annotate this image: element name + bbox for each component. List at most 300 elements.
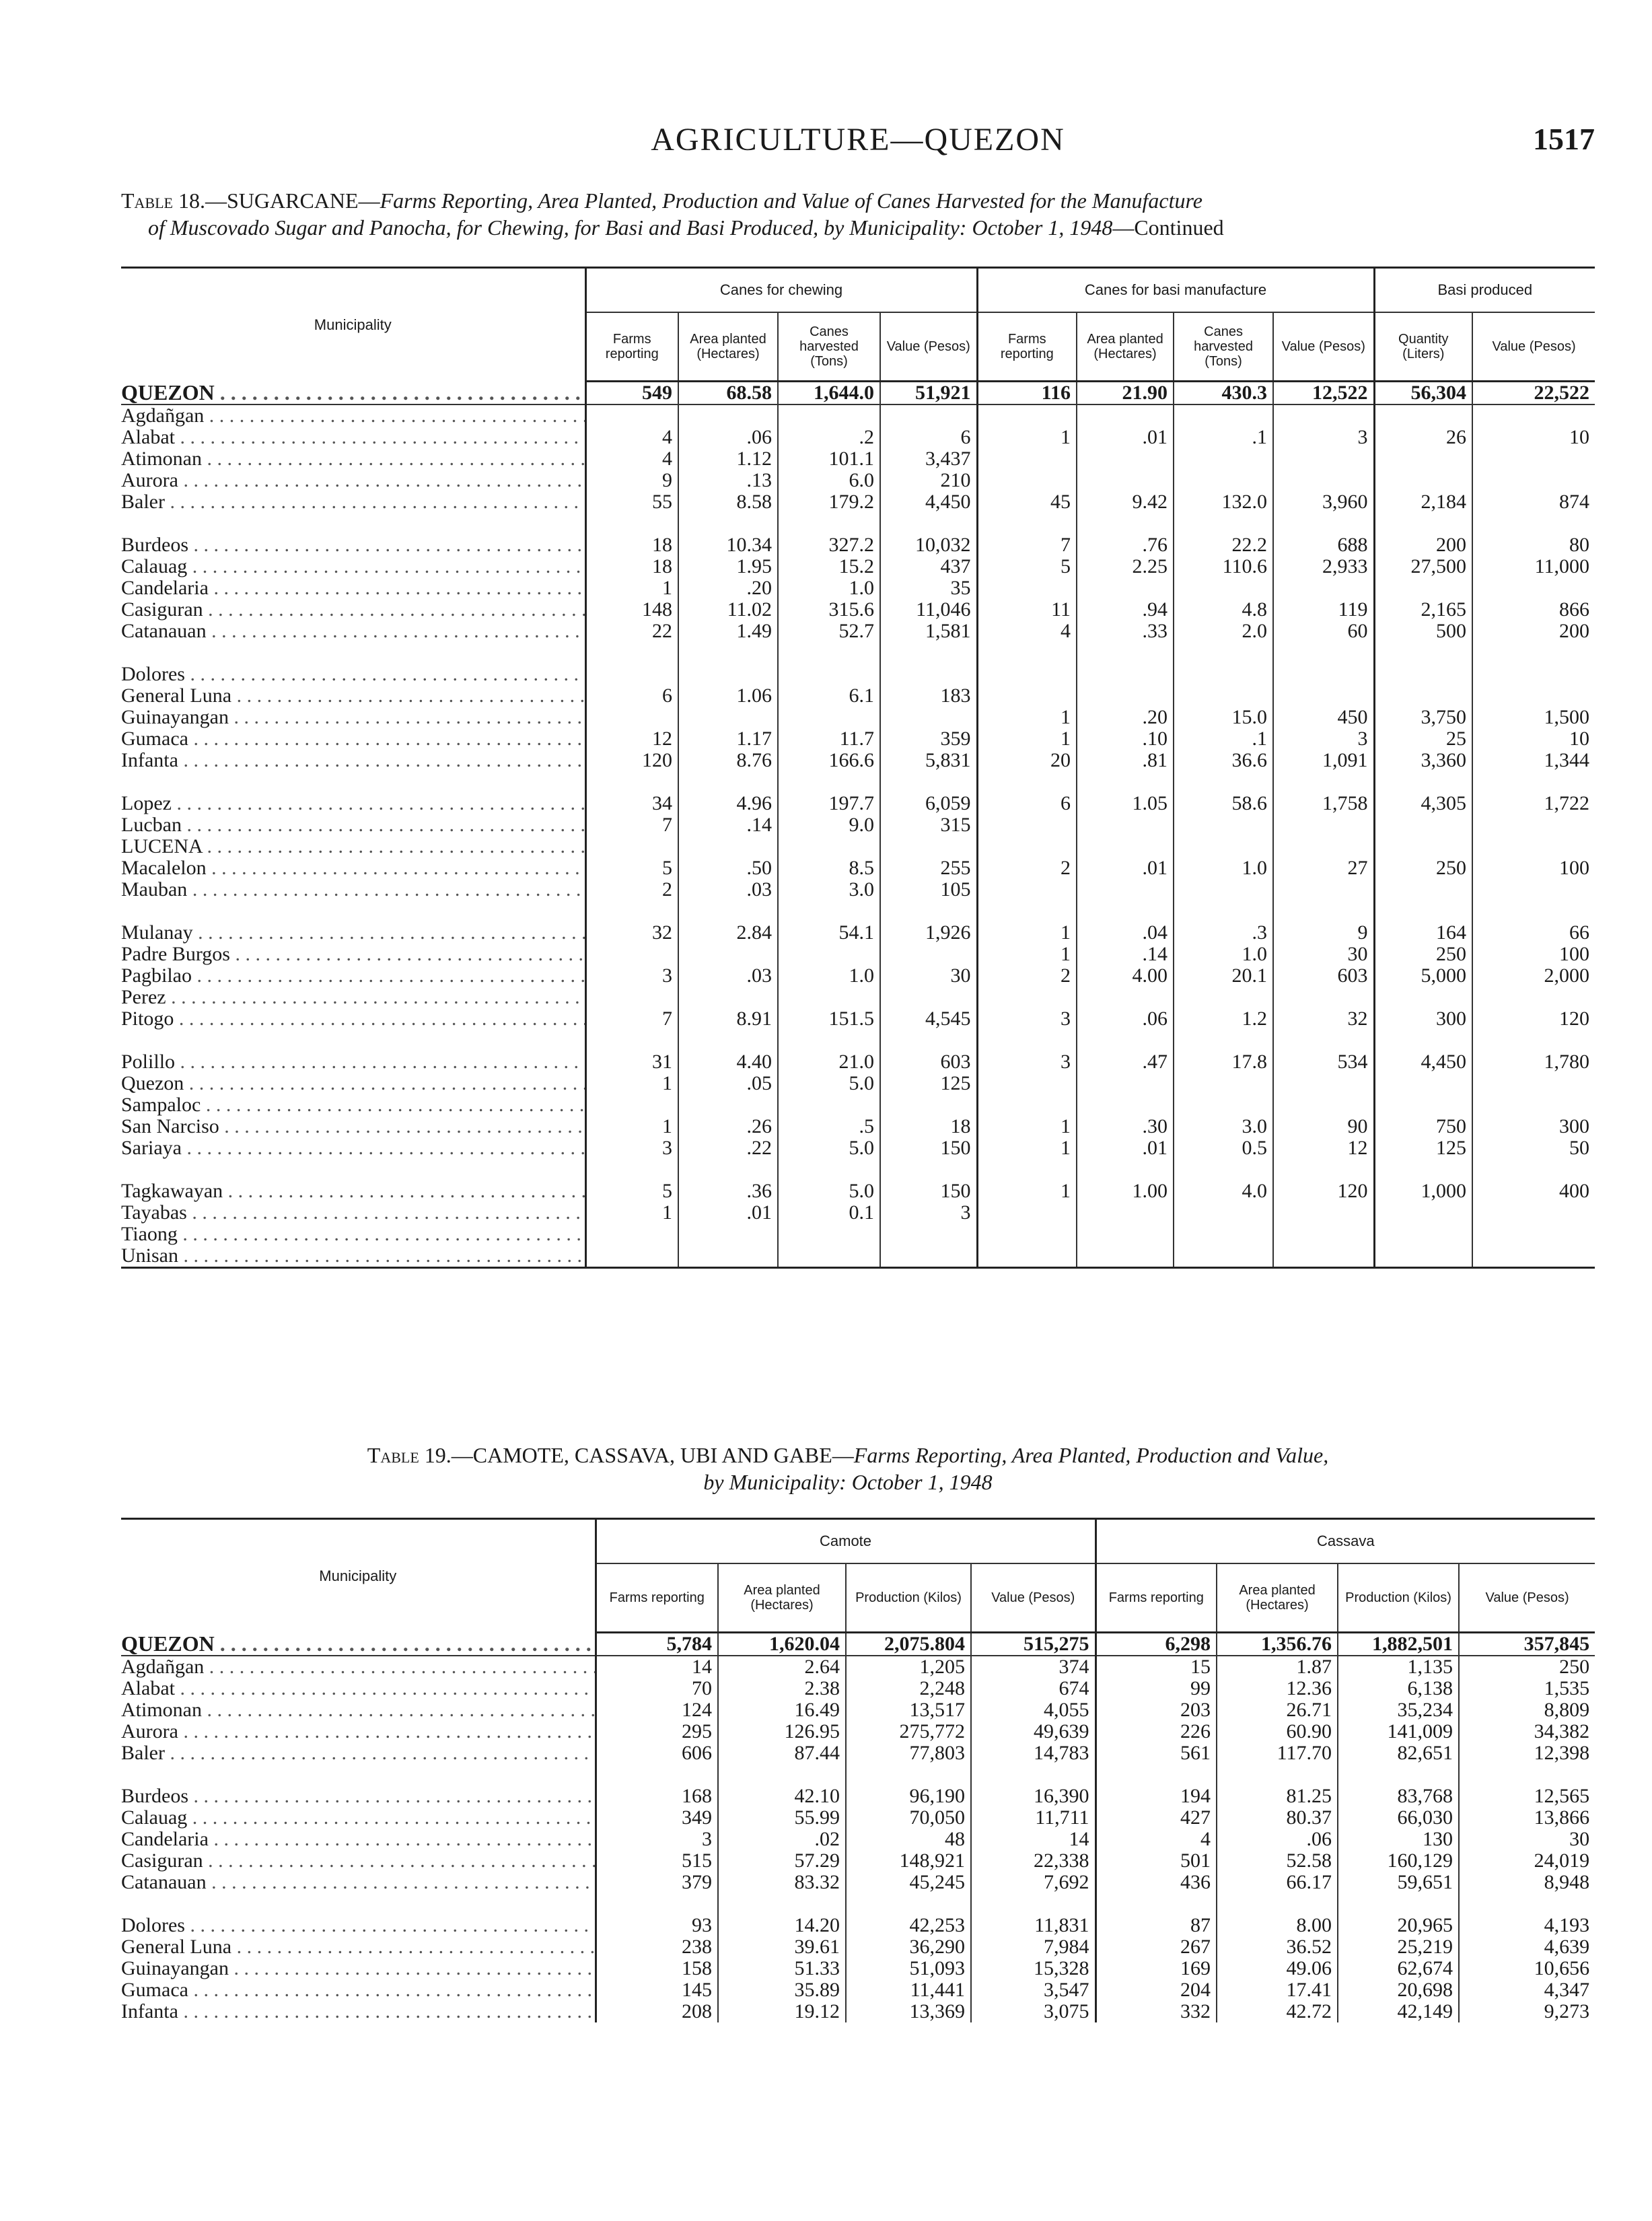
column-header: Area planted (Hectares) — [718, 1563, 846, 1633]
cell-value: 295 — [596, 1721, 718, 1742]
cell-value — [585, 944, 678, 965]
cell-value — [977, 448, 1077, 470]
cell-value — [1374, 1224, 1472, 1245]
municipality-name — [121, 599, 585, 621]
cell-value: 81.25 — [1217, 1786, 1338, 1807]
cell-value: 125 — [1374, 1137, 1472, 1159]
spacer-cell — [1174, 901, 1273, 922]
cell-value: 7 — [585, 814, 678, 836]
cell-value: 4,055 — [971, 1699, 1096, 1721]
municipality-label: LUCENA . . . — [121, 836, 585, 857]
table-19-caption — [121, 1442, 1575, 1495]
spacer-cell — [1374, 771, 1472, 793]
municipality-label: Tayabas . . . — [121, 1202, 585, 1224]
cell-value — [880, 836, 977, 857]
cell-value — [1374, 814, 1472, 836]
spacer-cell — [977, 642, 1077, 664]
table-19-caption-line1: Farms Reporting, Area Planted, Production and Value, — [853, 1443, 1329, 1467]
cell-value: .3 — [1174, 922, 1273, 944]
cell-value — [977, 1073, 1077, 1094]
cell-value: 4.96 — [678, 793, 778, 814]
cell-value: 12 — [1273, 1137, 1374, 1159]
cell-value: 125 — [880, 1073, 977, 1094]
cell-value: 603 — [880, 1051, 977, 1073]
cell-value — [1174, 577, 1273, 599]
table-row — [121, 1224, 1595, 1245]
group-spacer — [121, 1764, 1595, 1786]
municipality-name — [121, 448, 585, 470]
cell-value — [678, 1094, 778, 1116]
cell-value: 3 — [880, 1202, 977, 1224]
cell-value — [1174, 470, 1273, 491]
spacer-cell — [1338, 1764, 1459, 1786]
cell-value — [1374, 1073, 1472, 1094]
cell-value: .14 — [678, 814, 778, 836]
table-row — [121, 1051, 1595, 1073]
cell-value: 1,205 — [846, 1656, 971, 1678]
table-row — [121, 1915, 1595, 1936]
cell-value: 210 — [880, 470, 977, 491]
cell-value: 141,009 — [1338, 1721, 1459, 1742]
cell-value — [678, 987, 778, 1008]
municipality-label: Aurora . . . — [121, 470, 585, 491]
cell-value: 21.90 — [1077, 382, 1174, 405]
cell-value: 10.34 — [678, 534, 778, 556]
spacer-cell — [1472, 642, 1595, 664]
municipality-label: Alabat . . . — [121, 1678, 596, 1699]
cell-value — [678, 944, 778, 965]
municipality-name — [121, 1180, 585, 1202]
municipality-label: Agdañgan . . . — [121, 404, 585, 427]
cell-value: 2 — [977, 965, 1077, 987]
cell-value — [1174, 1073, 1273, 1094]
cell-value: 200 — [1472, 621, 1595, 642]
cell-value: 99 — [1096, 1678, 1217, 1699]
cell-value: 1.00 — [1077, 1180, 1174, 1202]
municipality-name — [121, 577, 585, 599]
cell-value: .33 — [1077, 621, 1174, 642]
municipality-name — [121, 1137, 585, 1159]
municipality-name — [121, 1224, 585, 1245]
cell-value: .26 — [678, 1116, 778, 1137]
cell-value — [1077, 814, 1174, 836]
cell-value: 300 — [1472, 1116, 1595, 1137]
table-row — [121, 1180, 1595, 1202]
cell-value — [1472, 987, 1595, 1008]
cell-value: 26.71 — [1217, 1699, 1338, 1721]
cell-value: 2 — [977, 857, 1077, 879]
group-spacer — [121, 1893, 1595, 1915]
municipality-label: Atimonan . . . — [121, 448, 585, 470]
cell-value — [1077, 1245, 1174, 1268]
municipality-label: Padre Burgos . . . — [121, 944, 585, 965]
cell-value — [1273, 987, 1374, 1008]
table-19-caption-lead: Table 19.—CAMOTE, CASSAVA, UBI AND GABE— — [367, 1443, 854, 1467]
municipality-label: Candelaria . . . — [121, 577, 585, 599]
cell-value: 2.64 — [718, 1656, 846, 1678]
municipality-name — [121, 1872, 596, 1893]
cell-value: 13,369 — [846, 2001, 971, 2022]
municipality-label: Burdeos . . . — [121, 534, 585, 556]
cell-value — [1174, 1224, 1273, 1245]
cell-value: .50 — [678, 857, 778, 879]
cell-value: .20 — [678, 577, 778, 599]
cell-value: 8.58 — [678, 491, 778, 513]
table-row — [121, 1678, 1595, 1699]
spacer-cell — [880, 1030, 977, 1051]
cell-value: 1.17 — [678, 728, 778, 750]
cell-value — [1077, 836, 1174, 857]
spacer-cell — [977, 771, 1077, 793]
cell-value: 10,656 — [1459, 1958, 1595, 1979]
cell-value: 6,059 — [880, 793, 977, 814]
cell-value — [778, 1094, 880, 1116]
cell-value: .06 — [678, 427, 778, 448]
cell-value: 430.3 — [1174, 382, 1273, 405]
cell-value — [678, 1245, 778, 1268]
municipality-name — [121, 1850, 596, 1872]
cell-value: 688 — [1273, 534, 1374, 556]
total-row — [121, 1633, 1595, 1656]
cell-value: 126.95 — [718, 1721, 846, 1742]
cell-value: 27,500 — [1374, 556, 1472, 577]
cell-value: 110.6 — [1174, 556, 1273, 577]
cell-value — [977, 1202, 1077, 1224]
cell-value: 119 — [1273, 599, 1374, 621]
cell-value — [1374, 1245, 1472, 1268]
cell-value — [1174, 664, 1273, 685]
cell-value: 20,965 — [1338, 1915, 1459, 1936]
cell-value: 674 — [971, 1678, 1096, 1699]
cell-value — [1273, 836, 1374, 857]
spacer-cell — [1077, 1030, 1174, 1051]
cell-value: 250 — [1374, 857, 1472, 879]
cell-value: 120 — [1273, 1180, 1374, 1202]
table-row — [121, 599, 1595, 621]
cell-value: 82,651 — [1338, 1742, 1459, 1764]
cell-value — [1374, 879, 1472, 901]
spacer-cell — [121, 1030, 585, 1051]
spacer-cell — [1077, 642, 1174, 664]
spacer-cell — [880, 513, 977, 534]
total-row — [121, 382, 1595, 405]
spacer-cell — [1174, 1030, 1273, 1051]
cell-value: 5 — [585, 857, 678, 879]
cell-value: 70,050 — [846, 1807, 971, 1829]
municipality-label: Guinayangan . . . — [121, 1958, 596, 1979]
municipality-name — [121, 427, 585, 448]
cell-value: 164 — [1374, 922, 1472, 944]
municipality-label: Tiaong . . . — [121, 1224, 585, 1245]
cell-value: 3,437 — [880, 448, 977, 470]
cell-value: 436 — [1096, 1872, 1217, 1893]
municipality-label: Mauban . . . — [121, 879, 585, 901]
table-row — [121, 1786, 1595, 1807]
cell-value: 874 — [1472, 491, 1595, 513]
cell-value: 1,926 — [880, 922, 977, 944]
cell-value: 179.2 — [778, 491, 880, 513]
spacer-cell — [585, 642, 678, 664]
cell-value: 10 — [1472, 427, 1595, 448]
cell-value: 20 — [977, 750, 1077, 771]
cell-value: 1.87 — [1217, 1656, 1338, 1678]
cell-value — [1472, 879, 1595, 901]
group-spacer — [121, 642, 1595, 664]
municipality-label: Sampaloc . . . — [121, 1094, 585, 1116]
cell-value: 12 — [585, 728, 678, 750]
cell-value: 6.0 — [778, 470, 880, 491]
spacer-cell — [1217, 1893, 1338, 1915]
municipality-name — [121, 1915, 596, 1936]
cell-value: 51,093 — [846, 1958, 971, 1979]
cell-value: 32 — [585, 922, 678, 944]
spacer-cell — [678, 771, 778, 793]
cell-value: 148 — [585, 599, 678, 621]
cell-value: 238 — [596, 1936, 718, 1958]
cell-value: 7 — [585, 1008, 678, 1030]
cell-value: 6.1 — [778, 685, 880, 707]
spacer-cell — [121, 1893, 596, 1915]
table-row — [121, 965, 1595, 987]
cell-value — [1174, 987, 1273, 1008]
cell-value: 197.7 — [778, 793, 880, 814]
municipality-name — [121, 1699, 596, 1721]
table-row — [121, 621, 1595, 642]
cell-value: 11,711 — [971, 1807, 1096, 1829]
table-row — [121, 879, 1595, 901]
municipality-name — [121, 1633, 596, 1656]
cell-value — [1472, 1073, 1595, 1094]
cell-value: .2 — [778, 427, 880, 448]
cell-value: 22,338 — [971, 1850, 1096, 1872]
cell-value: 27 — [1273, 857, 1374, 879]
cell-value — [585, 1224, 678, 1245]
municipality-name — [121, 491, 585, 513]
spacer-cell — [718, 1764, 846, 1786]
table-row — [121, 1656, 1595, 1678]
cell-value: 83.32 — [718, 1872, 846, 1893]
spacer-cell — [778, 1159, 880, 1180]
cell-value — [678, 836, 778, 857]
cell-value: .03 — [678, 879, 778, 901]
table-18-caption-line1: Farms Reporting, Area Planted, Production and Value of Canes Harvested for the Manufacture — [380, 188, 1202, 213]
cell-value: .01 — [1077, 857, 1174, 879]
cell-value — [977, 1245, 1077, 1268]
cell-value: 12,565 — [1459, 1786, 1595, 1807]
table-row — [121, 1979, 1595, 2001]
cell-value: 500 — [1374, 621, 1472, 642]
cell-value: .47 — [1077, 1051, 1174, 1073]
cell-value — [977, 1224, 1077, 1245]
cell-value — [977, 814, 1077, 836]
cell-value: 0.5 — [1174, 1137, 1273, 1159]
column-header: Farms reporting — [977, 312, 1077, 382]
municipality-label: Pagbilao . . . — [121, 965, 585, 987]
spacer-cell — [977, 901, 1077, 922]
cell-value: 1,882,501 — [1338, 1633, 1459, 1656]
cell-value: 11,831 — [971, 1915, 1096, 1936]
municipality-label: Sariaya . . . — [121, 1137, 585, 1159]
cell-value — [1273, 577, 1374, 599]
spacer-cell — [1174, 513, 1273, 534]
cell-value: 4,347 — [1459, 1979, 1595, 2001]
municipality-label: Alabat . . . — [121, 427, 585, 448]
cell-value: 169 — [1096, 1958, 1217, 1979]
cell-value: 4.0 — [1174, 1180, 1273, 1202]
cell-value: 8,948 — [1459, 1872, 1595, 1893]
spacer-cell — [121, 901, 585, 922]
cell-value: 56,304 — [1374, 382, 1472, 405]
cell-value: .01 — [1077, 427, 1174, 448]
cell-value: 36.6 — [1174, 750, 1273, 771]
cell-value: 6 — [880, 427, 977, 448]
cell-value: 34 — [585, 793, 678, 814]
spacer-cell — [596, 1893, 718, 1915]
page-header — [121, 121, 1595, 168]
cell-value — [1273, 470, 1374, 491]
spacer-cell — [1077, 771, 1174, 793]
municipality-name — [121, 1245, 585, 1268]
cell-value: 183 — [880, 685, 977, 707]
spacer-cell — [678, 642, 778, 664]
cell-value: 603 — [1273, 965, 1374, 987]
spacer-cell — [678, 1030, 778, 1051]
table-row — [121, 1958, 1595, 1979]
municipality-label: Burdeos . . . — [121, 1786, 596, 1807]
cell-value: 275,772 — [846, 1721, 971, 1742]
cell-value — [1273, 1245, 1374, 1268]
cell-value — [1273, 685, 1374, 707]
cell-value — [1174, 879, 1273, 901]
municipality-label: San Narciso . . . — [121, 1116, 585, 1137]
cell-value: 3 — [977, 1008, 1077, 1030]
cell-value: 60 — [1273, 621, 1374, 642]
cell-value: 9 — [1273, 922, 1374, 944]
cell-value — [880, 1245, 977, 1268]
cell-value: .10 — [1077, 728, 1174, 750]
cell-value: 57.29 — [718, 1850, 846, 1872]
municipality-header: Municipality — [319, 1567, 397, 1584]
cell-value: 10,032 — [880, 534, 977, 556]
cell-value: 300 — [1374, 1008, 1472, 1030]
municipality-name — [121, 1721, 596, 1742]
spacer-cell — [977, 513, 1077, 534]
municipality-name — [121, 1678, 596, 1699]
municipality-label: Lucban . . . — [121, 814, 585, 836]
spacer-cell — [880, 1159, 977, 1180]
cell-value — [1273, 1202, 1374, 1224]
spacer-cell — [1273, 1030, 1374, 1051]
municipality-label: Calauag . . . — [121, 1807, 596, 1829]
cell-value: 534 — [1273, 1051, 1374, 1073]
cell-value — [977, 987, 1077, 1008]
cell-value: 30 — [1459, 1829, 1595, 1850]
cell-value: 3.0 — [778, 879, 880, 901]
spacer-cell — [1273, 513, 1374, 534]
column-header: Canes harvested (Tons) — [1174, 312, 1273, 382]
municipality-label: Aurora . . . — [121, 1721, 596, 1742]
cell-value — [977, 470, 1077, 491]
spacer-cell — [880, 901, 977, 922]
cell-value: 124 — [596, 1699, 718, 1721]
cell-value: 14 — [971, 1829, 1096, 1850]
column-header: Production (Kilos) — [846, 1563, 971, 1633]
cell-value: 1,091 — [1273, 750, 1374, 771]
cell-value: 194 — [1096, 1786, 1217, 1807]
cell-value: 1.0 — [1174, 857, 1273, 879]
cell-value: 400 — [1472, 1180, 1595, 1202]
cell-value: 1 — [977, 728, 1077, 750]
cell-value — [1472, 836, 1595, 857]
table-row — [121, 1202, 1595, 1224]
cell-value: 42,149 — [1338, 2001, 1459, 2022]
group-spacer — [121, 901, 1595, 922]
spacer-cell — [1459, 1893, 1595, 1915]
cell-value — [880, 987, 977, 1008]
cell-value: 16,390 — [971, 1786, 1096, 1807]
cell-value: 100 — [1472, 944, 1595, 965]
cell-value: 379 — [596, 1872, 718, 1893]
cell-value: 2 — [585, 879, 678, 901]
cell-value — [1273, 404, 1374, 427]
cell-value: 39.61 — [718, 1936, 846, 1958]
cell-value: 374 — [971, 1656, 1096, 1678]
cell-value: 105 — [880, 879, 977, 901]
column-header: Farms reporting — [585, 312, 678, 382]
municipality-label: Baler . . . — [121, 491, 585, 513]
cell-value — [1374, 685, 1472, 707]
cell-value: 87.44 — [718, 1742, 846, 1764]
cell-value — [1374, 664, 1472, 685]
cell-value: 1,644.0 — [778, 382, 880, 405]
cell-value: .5 — [778, 1116, 880, 1137]
cell-value — [1273, 1224, 1374, 1245]
cell-value: 1,535 — [1459, 1678, 1595, 1699]
municipality-name — [121, 987, 585, 1008]
cell-value: .30 — [1077, 1116, 1174, 1137]
cell-value — [585, 987, 678, 1008]
cell-value — [1174, 1094, 1273, 1116]
table-row — [121, 1850, 1595, 1872]
column-header: Canes harvested (Tons) — [778, 312, 880, 382]
cell-value: 203 — [1096, 1699, 1217, 1721]
cell-value: 4 — [585, 427, 678, 448]
cell-value: 226 — [1096, 1721, 1217, 1742]
cell-value: 14,783 — [971, 1742, 1096, 1764]
spacer-cell — [1273, 1159, 1374, 1180]
cell-value: 12.36 — [1217, 1678, 1338, 1699]
cell-value: 12,398 — [1459, 1742, 1595, 1764]
table-row — [121, 750, 1595, 771]
cell-value — [778, 944, 880, 965]
spacer-cell — [977, 1030, 1077, 1051]
column-header: Area planted (Hectares) — [678, 312, 778, 382]
cell-value: 255 — [880, 857, 977, 879]
cell-value: 120 — [1472, 1008, 1595, 1030]
municipality-name — [121, 814, 585, 836]
cell-value — [1374, 470, 1472, 491]
column-header: Production (Kilos) — [1338, 1563, 1459, 1633]
municipality-label: General Luna . . . — [121, 685, 585, 707]
cell-value: 20,698 — [1338, 1979, 1459, 2001]
table-18-caption-line2: of Muscovado Sugar and Panocha, for Chewing, for Basi and Basi Produced, by Municipality: October 1, 1948 — [148, 215, 1113, 240]
cell-value: 2,933 — [1273, 556, 1374, 577]
cell-value: 49.06 — [1217, 1958, 1338, 1979]
cell-value: 9.0 — [778, 814, 880, 836]
municipality-name — [121, 2001, 596, 2022]
cell-value: 3,360 — [1374, 750, 1472, 771]
cell-value: 1 — [977, 922, 1077, 944]
